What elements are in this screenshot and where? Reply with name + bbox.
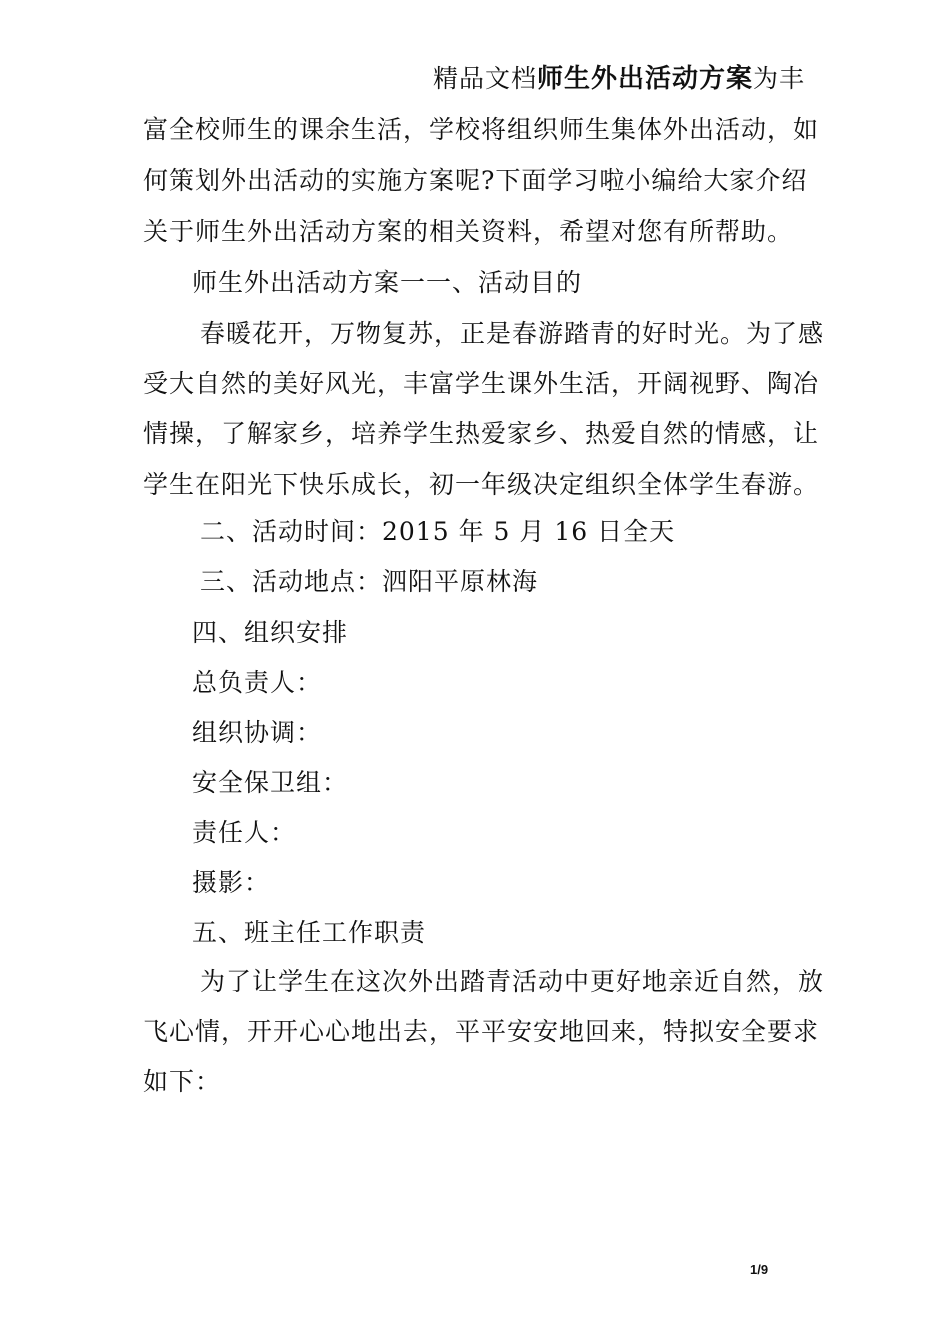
label-photography: 摄影： [192,868,271,897]
label-responsible-person: 责任人： [192,818,297,847]
page-number: 1/9 [750,1262,769,1277]
body-line-18: 为了让学生在这次外出踏青活动中更好地亲近自然，放 [200,967,825,996]
body-line-7: 情操，了解家乡，培养学生热爱家乡、热爱自然的情感，让 [143,419,820,448]
header-line [433,62,805,96]
label-coordination: 组织协调： [192,718,323,747]
body-line-6: 受大自然的美好风光，丰富学生课外生活，开阔视野、陶冶 [143,369,820,398]
section-activity-location: 三、活动地点：泗阳平原林海 [200,567,539,596]
section-activity-time: 二、活动时间：2015 年 5 月 16 日全天 [200,517,676,546]
label-security-team: 安全保卫组： [192,768,349,797]
section-organization: 四、组织安排 [192,618,349,647]
header-prefix: 精品文档 [432,64,537,93]
label-general-manager: 总负责人： [192,668,323,697]
body-line-5: 春暖花开，万物复苏，正是春游踏青的好时光。为了感 [200,319,825,348]
section-heading-1: 师生外出活动方案一一、活动目的 [192,268,583,297]
body-line-19: 飞心情，开开心心地出去，平平安安地回来，特拟安全要求 [143,1017,820,1046]
body-line-3: 关于师生外出活动方案的相关资料，希望对您有所帮助。 [143,217,794,246]
section-teacher-duties: 五、班主任工作职责 [192,918,427,947]
header-continuation: 为丰 [752,64,805,93]
body-line-8: 学生在阳光下快乐成长，初一年级决定组织全体学生春游。 [143,470,820,499]
document-title: 师生外出活动方案 [536,64,753,94]
body-line-1: 富全校师生的课余生活，学校将组织师生集体外出活动，如 [143,115,820,144]
body-line-2: 何策划外出活动的实施方案呢?下面学习啦小编给大家介绍 [143,166,808,195]
body-line-20: 如下： [143,1067,222,1096]
